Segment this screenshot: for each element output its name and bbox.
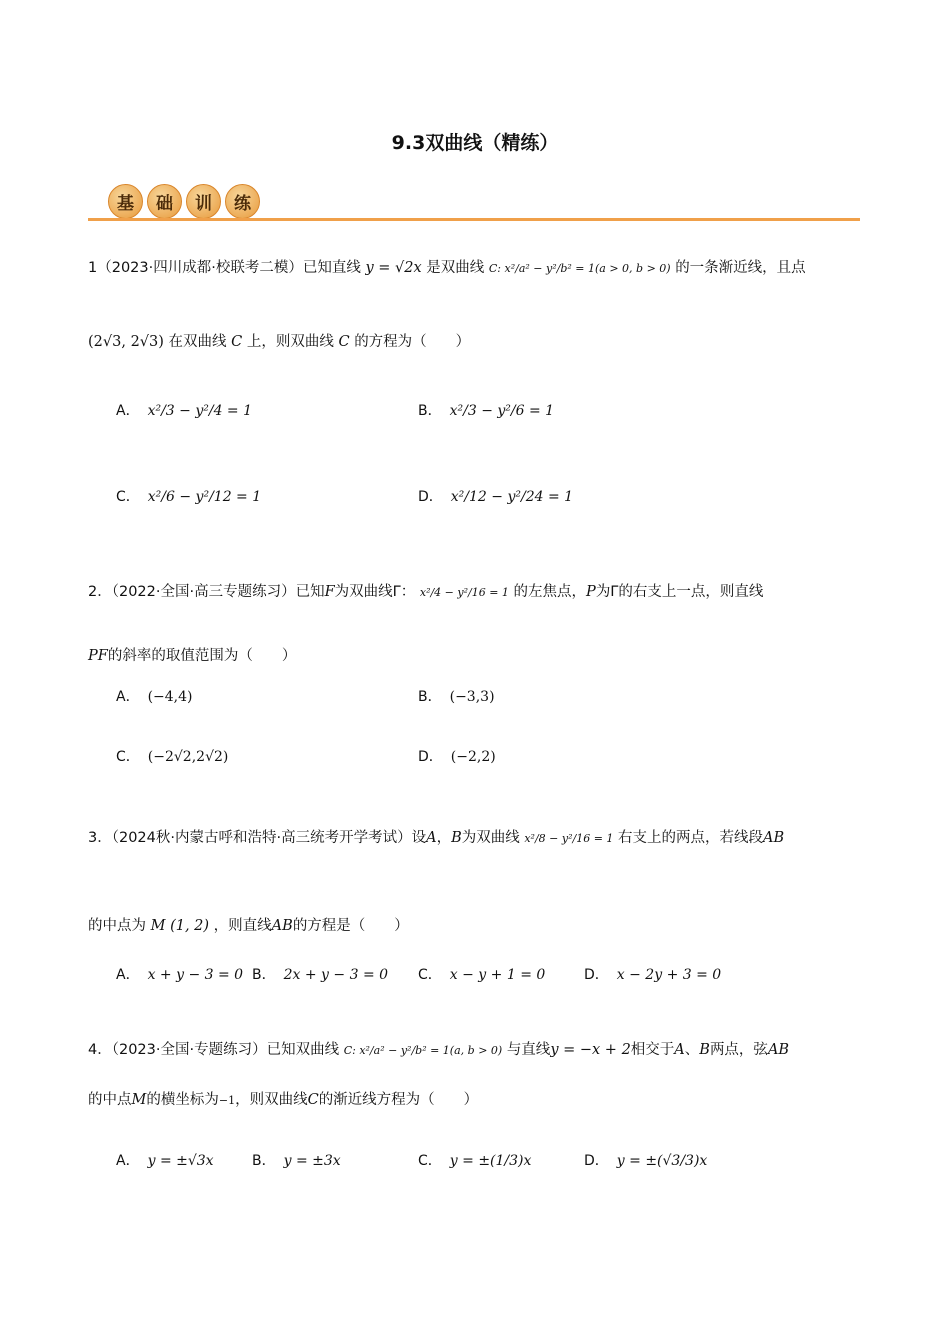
option-2-b[interactable]: B． (−3,3)	[418, 689, 495, 705]
option-1-b[interactable]: B． x²/3 − y²/6 = 1	[418, 403, 555, 419]
option-3-b[interactable]: B． 2x + y − 3 = 0	[252, 967, 389, 983]
section-badge: 基	[108, 184, 143, 219]
question-3-line-2: 的中点为 M (1, 2) ，则直线AB的方程是（ ）	[88, 918, 409, 934]
section-badge: 训	[186, 184, 221, 219]
formula: y = √2x	[365, 260, 422, 276]
formula: M (1, 2)	[150, 918, 210, 934]
option-4-c[interactable]: C． y = ±(1/3)x	[418, 1153, 532, 1169]
option-2-a[interactable]: A． (−4,4)	[116, 689, 193, 705]
option-3-a[interactable]: A． x + y − 3 = 0	[116, 967, 244, 983]
section-header	[108, 184, 260, 220]
option-1-d[interactable]: D． x²/12 − y²/24 = 1	[418, 489, 574, 505]
section-divider	[88, 218, 860, 221]
question-1-line-2: (2√3, 2√3) 在双曲线 C 上，则双曲线 C 的方程为（ ）	[88, 334, 471, 350]
option-4-a[interactable]: A． y = ±√3x	[116, 1153, 214, 1169]
option-4-d[interactable]: D． y = ±(√3/3)x	[584, 1153, 708, 1169]
option-3-c[interactable]: C． x − y + 1 = 0	[418, 967, 546, 983]
question-2-line-1: 2．（2022·全国·高三专题练习）已知F为双曲线Γ： x²/4 − y²/16 = 1 的左焦点，P为Γ的右支上一点，则直线	[88, 584, 764, 600]
option-3-d[interactable]: D． x − 2y + 3 = 0	[584, 967, 722, 983]
question-4-line-1: 4．（2023·全国·专题练习）已知双曲线 C: x²/a² − y²/b² = 1(a, b > 0) 与直线y = −x + 2相交于A、B两点，弦AB	[88, 1042, 790, 1058]
formula: x²/8 − y²/16 = 1	[524, 832, 614, 845]
question-1-line-1: 1（2023·四川成都·校联考二模）已知直线 y = √2x 是双曲线 C: x²/a² − y²/b² = 1(a > 0, b > 0) 的一条渐近线，且点	[88, 260, 806, 276]
option-2-d[interactable]: D． (−2,2)	[418, 749, 496, 765]
question-3-line-1: 3．（2024秋·内蒙古呼和浩特·高三统考开学考试）设A，B为双曲线 x²/8 − y²/16 = 1 右支上的两点，若线段AB	[88, 830, 785, 846]
formula: C: x²/a² − y²/b² = 1(a, b > 0)	[343, 1044, 503, 1057]
question-2-line-2: PF的斜率的取值范围为（ ）	[88, 648, 297, 664]
option-2-c[interactable]: C． (−2√2,2√2)	[116, 749, 229, 765]
option-1-a[interactable]: A． x²/3 − y²/4 = 1	[116, 403, 253, 419]
option-1-c[interactable]: C． x²/6 − y²/12 = 1	[116, 489, 262, 505]
formula: x²/4 − y²/16 = 1	[419, 586, 509, 599]
section-badge: 础	[147, 184, 182, 219]
page-title: 9.3双曲线（精练）	[391, 132, 559, 154]
formula: (2√3, 2√3)	[88, 334, 164, 350]
question-4-line-2: 的中点M的横坐标为−1，则双曲线C的渐近线方程为（ ）	[88, 1092, 479, 1108]
option-4-b[interactable]: B． y = ±3x	[252, 1153, 341, 1169]
formula: C: x²/a² − y²/b² = 1(a > 0, b > 0)	[488, 262, 671, 275]
section-badge: 练	[225, 184, 260, 219]
